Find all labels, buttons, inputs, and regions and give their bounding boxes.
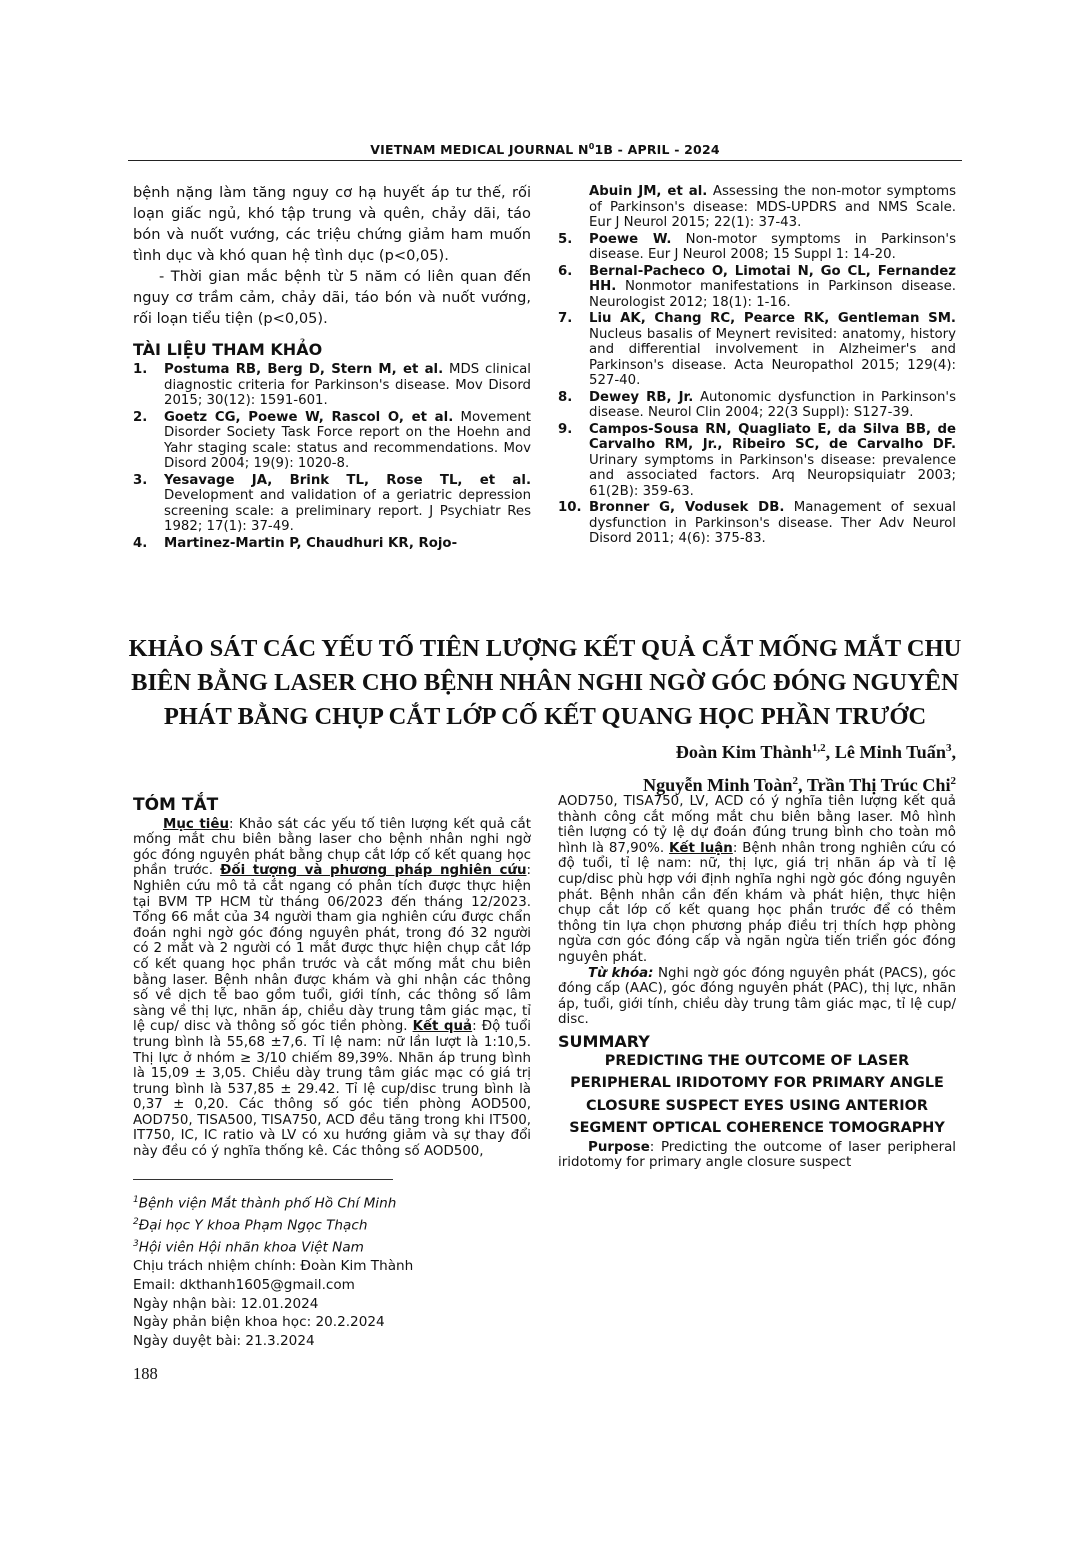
reference-authors: Bronner G, Vodusek DB. [589,500,785,515]
conclusion-paragraph-1: bệnh nặng làm tăng nguy cơ hạ huyết áp tư thế, rối loạn giấc ngủ, khó tập trung và quên, chảy dãi, táo bón và nuốt vướng, các triệu chứng giảm ham muốn tình dục và khó quan hệ tình dục (p<0,05). [133,184,531,264]
reference-authors: Dewey RB, Jr. [589,389,694,405]
reference-item [133,536,531,552]
author-affiliation: 2 [950,775,956,788]
reference-authors: Poewe W. [589,231,672,247]
affiliation-1 [133,1191,531,1213]
results-text: AOD750, TISA750, LV, ACD có ý nghĩa tiên lượng kết quả thành công cắt mống mắt chu biên bằng laser. Mô hình tiên lượng có tỷ lệ dự đoán đúng trung bình cho toàn mô hình là 87,90%. [558,794,956,856]
conclusion-paragraph-2: - Thời gian mắc bệnh từ 5 năm có liên quan đến nguy cơ trầm cảm, chảy dãi, táo bón và nuốt vướng, rối loạn tiểu tiện (p<0,05). [133,268,531,327]
reference-text: Nonmotor manifestations in Parkinson disease. Neurologist 2012; 18(1): 1-16. [589,279,956,310]
affiliation-1-text: Bệnh viện Mắt thành phố Hồ Chí Minh [138,1195,397,1212]
author-affiliation: 1,2 [811,742,826,754]
reference-number: 5. [558,231,573,247]
reference-item [558,311,956,389]
reference-authors: Yesavage JA, Brink TL, Rose TL, et al. [164,472,531,488]
reference-text: Autonomic dysfunction in Parkinson's disease. Neurol Clin 2004; 22(3 Suppl): S127-39. [589,389,956,420]
summary-purpose [558,1140,956,1171]
author-name: Nguyễn Minh Toàn [642,775,793,796]
corresponding-author: Chịu trách nhiệm chính: Đoàn Kim Thành [133,1258,414,1275]
references-heading: TÀI LIỆU THAM KHẢO [133,340,323,359]
author-line-1 [356,734,956,767]
abstract-heading: TÓM TẮT [133,795,219,815]
reference-number: 8. [558,389,573,405]
affiliation-3 [133,1235,531,1257]
results-label: Kết quả [412,1019,473,1035]
affiliation-2 [133,1213,531,1235]
author-name: Đoàn Kim Thành [675,742,812,763]
author-name: Lê Minh Tuấn [834,742,946,763]
reference-number: 4. [133,535,148,551]
methods-text: : Nghiên cứu mô tả cắt ngang có phân tích được thực hiện tại BVM TP HCM từ tháng 06/2023 đến tháng 12/2023. Tổng 66 mắt của 34 người tham gia nghiên cứu được chẩn đoán nghi ngờ góc đóng nguyên phát, trong đó 32 người có 2 mắt và 2 người có 1 mắt được thực hiện chụp cắt lớp cố kết quang học phần trước và cắt mống mắt chu biên bằng laser. Bệnh nhân được khám và ghi nhận các thông số về dịch tễ bao gồm tuổi, giới tính, các thông số lâm sàng về thị lực, nhãn áp, chiều dày trung tâm giác mạc, tỉ lệ cup/ disc và thông số góc tiền phòng. [133,863,531,1035]
running-head [128,142,962,157]
reference-item [558,500,956,547]
reference-item [133,473,531,535]
received-date: Ngày nhận bài: 12.01.2024 [133,1295,319,1312]
reference-number: 3. [133,472,148,488]
page-number: 188 [133,1364,158,1383]
abstract-right-column [558,794,956,1171]
reference-number: 7. [558,311,573,326]
summary-title: PREDICTING THE OUTCOME OF LASER PERIPHERAL IRIDOTOMY FOR PRIMARY ANGLE CLOSURE SUSPECT EYES USING ANTERIOR SEGMENT OPTICAL COHERENCE TOMOGRAPHY [569,1052,945,1136]
reference-item [558,264,956,311]
author-affiliation: 2 [792,775,799,788]
affiliation-2-text: Đại học Y khoa Phạm Ngọc Thạch [138,1217,368,1234]
affiliation-3-text: Hội viên Hội nhãn khoa Việt Nam [138,1239,364,1256]
reviewed-date: Ngày phản biện khoa học: 20.2.2024 [133,1314,385,1331]
affiliation-1-sup: 1 [133,1195,139,1205]
reference-text: Nucleus basalis of Meynert revisited: anatomy, history and differential involvement in Alzheimer's and Parkinson's disease. Acta Neuropathol 2015; 129(4): 527-40. [589,326,956,388]
results-text-part: : Độ tuổi trung bình là 55,68 ±7,6. Tỉ lệ nam: nữ lần lượt là 1:10,5. Thị lực ở nhóm ≥ 3/10 chiếm 89,39%. Nhãn áp trung bình là 15,09 ± 3,05. Chiều dày trung tâm giác mạc có giá trị trung bình là 537,85 ± 29.42. Tỉ lệ cup/disc trung bình là 0,37 ± 0,20. Các thông số góc tiền phòng AOD500, AOD750, TISA500, TISA750, ACD đều tăng trong khi IT500, IT750, IC, IC ratio và LV có xu hướng giảm và sự thay đổi này đều có ý nghĩa thống kê. Các thông số AOD500, [133,1019,532,1160]
author-separator: , [951,742,956,763]
running-head-prefix: VIETNAM MEDICAL JOURNAL N [370,142,589,158]
objective-text: : Khảo sát các yếu tố tiên lượng kết quả cắt mống mắt chu biên bằng laser cho bệnh nhân nghi ngờ góc đóng nguyên phát bằng chụp cắt lớp cố kết quang học phần trước. [133,816,531,879]
purpose-label: Purpose [588,1139,650,1155]
reference-text: Movement Disorder Society Task Force report on the Hoehn and Yahr staging scale: status and recommendations. Mov Disord 2004; 19(9): 1020-8. [164,409,531,471]
references-list-right [558,184,956,547]
previous-article-right-column [558,184,956,548]
reference-item [558,422,956,500]
reference-item [133,362,531,409]
reference-text: Non-motor symptoms in Parkinson's disease. Eur J Neurol 2008; 15 Suppl 1: 14-20. [589,231,956,262]
reference-text: Urinary symptoms in Parkinson's disease: prevalence and associated factors. Arq Neuropsiquiatr 2003; 61(2B): 359-63. [589,452,956,499]
summary-heading: SUMMARY [558,1031,650,1051]
reference-number: 2. [133,409,148,425]
references-list-left [133,362,531,551]
reference-authors: Bernal-Pacheco O, Limotai N, Go CL, Fernandez HH. [589,263,956,294]
previous-article-left-column [133,182,531,552]
reference-text: MDS clinical diagnostic criteria for Parkinson's disease. Mov Disord 2015; 30(12): 1591-601. [164,362,531,408]
author-affiliation: 3 [945,742,952,754]
running-head-suffix: 1B - APRIL - 2024 [594,142,720,158]
article-title: KHẢO SÁT CÁC YẾU TỐ TIÊN LƯỢNG KẾT QUẢ CẮT MỐNG MẮT CHU BIÊN BẰNG LASER CHO BỆNH NHÂN NGHI NGỜ GÓC ĐÓNG NGUYÊN PHÁT BẰNG CHỤP CẮT LỚP CỐ KẾT QUANG HỌC PHẦN TRƯỚC [128,635,962,730]
abstract-paragraph [133,817,531,1160]
reference-number: 10. [558,500,582,515]
affiliation-3-sup: 3 [133,1239,139,1250]
purpose-text: : Predicting the outcome of laser peripheral iridotomy for primary angle closure suspect [558,1139,956,1171]
reference-authors: Goetz CG, Poewe W, Rascol O, et al. [164,409,454,425]
reference-item [558,232,956,263]
author-separator: , [825,742,835,763]
author-separator: , [798,775,807,796]
reference-text: Management of sexual dysfunction in Parkinson's disease. Ther Adv Neurol Disord 2011; 4(6): 375-83. [589,500,957,546]
reference-authors: Campos-Sousa RN, Quagliato E, da Silva BB, de Carvalho RM, Jr., Ribeiro SC, de Carvalho DF. [589,421,956,452]
reference-item [133,410,531,472]
reference-number: 1. [133,362,148,377]
conclusion-text: : Bệnh nhân trong nghiên cứu có độ tuổi, tỉ lệ nam: nữ, thị lực, giá trị nhãn áp và tỉ lệ cup/disc phù hợp với định nghĩa nghi ngờ góc đóng nguyên phát. Bệnh nhân cần đến khám và phát hiện, thực hiện chụp cắt lớp cố kết quang học phần trước để có thêm thông tin lựa chọn phương pháp điều trị thích hợp phòng ngừa cơn góc đóng cấp và ngăn ngừa tiến triển góc đóng nguyên phát. [558,840,956,965]
running-head-sup: 0 [588,142,595,151]
footnote-rule [133,1179,393,1180]
accepted-date: Ngày duyệt bài: 21.3.2024 [133,1332,315,1349]
keywords-text: Nghi ngờ góc đóng nguyên phát (PACS), góc đóng cấp (AAC), góc đóng nguyên phát (PAC), thị lực, nhãn áp, tuổi, giới tính, chiều dày trung tâm giác mạc, tỉ lệ cup/ disc. [558,965,956,1028]
contact-email: Email: dkthanh1605@gmail.com [133,1276,355,1293]
reference-authors: Martinez-Martin P, Chaudhuri KR, Rojo- [164,535,458,551]
affiliation-2-sup: 2 [133,1217,139,1228]
header-rule [128,160,962,161]
article-authors [356,734,956,800]
reference-text: Assessing the non-motor symptoms of Parkinson's disease: MDS-UPDRS and NMS Scale. Eur J Neurol 2015; 22(1): 37-43. [589,184,957,230]
footnotes [133,1191,531,1350]
reference-item [558,184,956,231]
abstract-left-column [133,795,532,1160]
methods-label: Đối tượng và phương pháp nghiên cứu [220,863,527,879]
reference-text: Development and validation of a geriatric depression screening scale: a preliminary report. J Psychiatr Res 1982; 17(1): 37-49. [164,488,531,534]
reference-authors: Abuin JM, et al. [589,184,708,199]
keywords-label: Từ khóa: [588,965,654,981]
reference-number: 9. [558,421,573,437]
conclusion-label: Kết luận [669,840,733,856]
abstract-paragraph-continued [558,794,956,966]
objective-label: Mục tiêu [163,816,230,832]
reference-number: 6. [558,263,573,279]
author-name: Trần Thị Trúc Chi [806,775,951,796]
keywords-paragraph [558,966,956,1028]
reference-authors: Postuma RB, Berg D, Stern M, et al. [164,362,444,377]
reference-item [558,390,956,421]
reference-authors: Liu AK, Chang RC, Pearce RK, Gentleman SM. [589,311,956,326]
